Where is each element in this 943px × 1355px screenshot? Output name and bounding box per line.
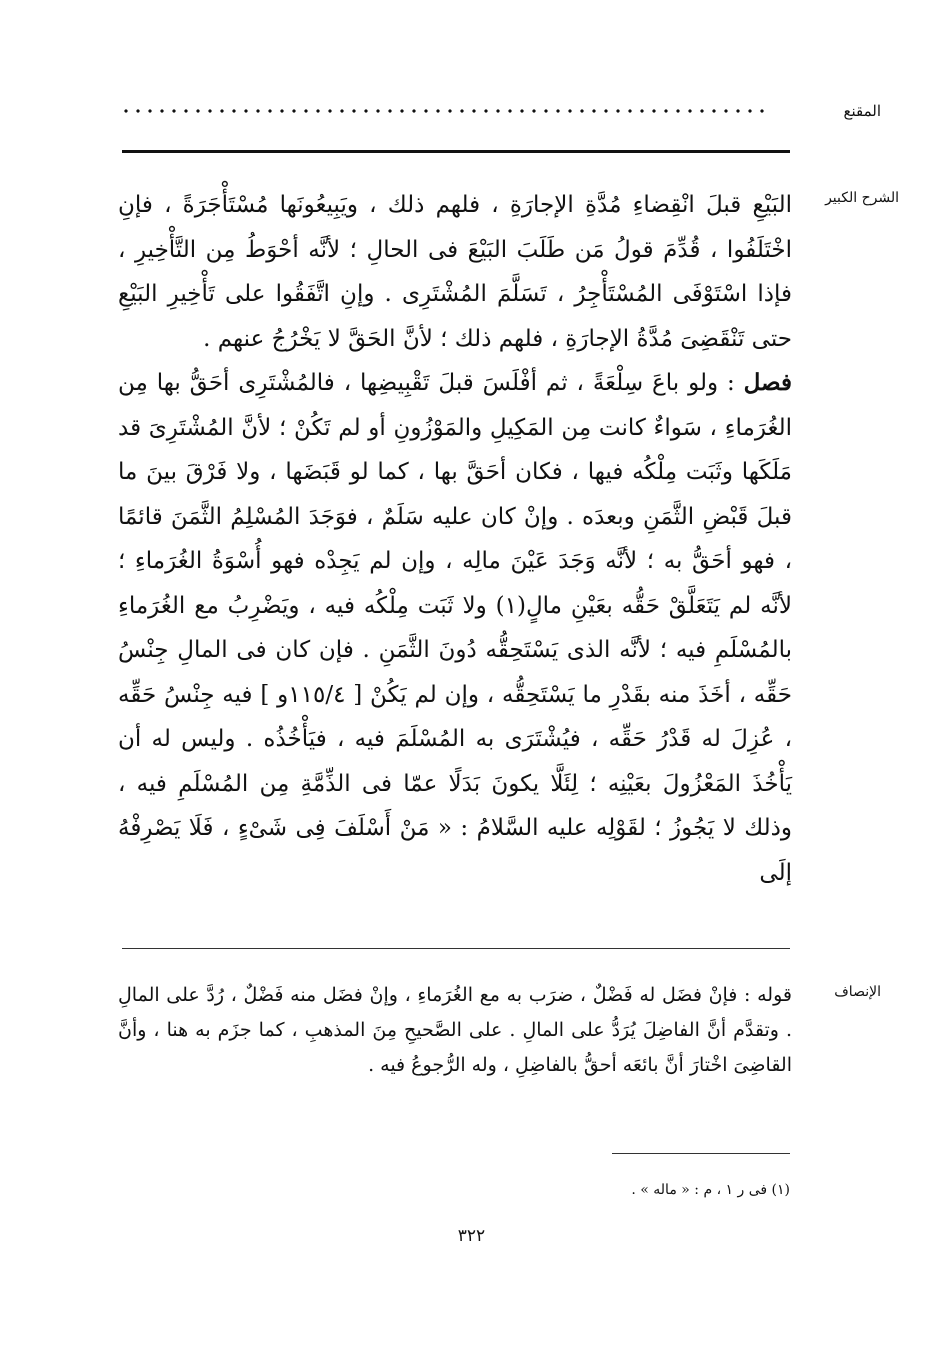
main-paragraph-1: البَيْعِ قبلَ انْقِضاءِ مُدَّةِ الإجارَةِ ، فلهم ذلك ، ويَبِيعُونَها مُسْتَأْجَرَةً ، فإنِ اخْتَلَفُوا ، قُدِّمَ قولُ مَن طَلَبَ البَيْعَ فى الحالِ ؛ لأنَّه أحْوَطُ مِن التَّأْخِيرِ ، فإذا اسْتَوْفَى المُسْتَأْجِرُ ، تَسَلَّمَ المُشْتَرِى . وإنِ اتَّفَقُوا على تَأْخِيرِ البَيْعِ حتى تَنْقَضِىَ مُدَّةُ الإجارَةِ ، فلهم ذلك ؛ لأنَّ الحَقَّ لا يَخْرُجُ عنهم . bbox=[118, 192, 792, 352]
header-dotted-rule bbox=[120, 108, 770, 114]
section-divider bbox=[122, 948, 790, 949]
insaf-text bbox=[118, 978, 792, 1083]
insaf-paragraph: قوله : فإنْ فضَل له فَضْلٌ ، ضرَب به مع الغُرَماءِ ، وإنْ فضَل منه فَضْلٌ ، رُدَّ على المالِ . وتقدَّم أنَّ الفاضِلَ يُرَدُّ على المالِ . على الصَّحيحِ مِنَ المذهبِ ، كما جزَم به هنا ، وأنَّ القاضِىَ اخْتارَ أنَّ بائعَه أحقُّ بالفاضِلِ ، وله الرُّجوعُ فيه . bbox=[118, 984, 792, 1076]
side-label-insaf: الإنصاف bbox=[834, 984, 881, 1000]
main-paragraph-2 bbox=[118, 361, 792, 895]
book-title: المقنع bbox=[843, 102, 881, 120]
main-text bbox=[118, 183, 792, 895]
header-rule bbox=[122, 150, 790, 153]
footnote: (١) فى ر ١ ، م : « ماله » . bbox=[631, 1182, 790, 1198]
side-label-sharh: الشرح الكبير bbox=[825, 190, 899, 206]
page-number: ٣٢٢ bbox=[457, 1226, 486, 1246]
fasl-heading: فصل bbox=[743, 369, 792, 396]
main-paragraph-2-body: : ولو باعَ سِلْعَةً ، ثم أفْلَسَ قبلَ تَقْبِيضِها ، فالمُشْتَرِى أحَقُّ بها مِن الغُرَماءِ ، سَواءٌ كانت مِن المَكِيلِ والمَوْزُونِ أو لم تَكُنْ ؛ لأنَّ المُشْتَرِىَ قد مَلَكَها وثَبَت مِلْكُه فيها ، فكان أحَقَّ بها ، كما لو قَبَضَها ، ولا فَرْقَ بينَ ما قبلَ قَبْضِ الثَّمَنِ وبعدَه . وإنْ كان عليه سَلَمٌ ، فوَجَدَ المُسْلِمُ الثَّمَنَ قائمًا ، فهو أحَقُّ به ؛ لأنَّه وَجَدَ عَيْنَ مالِه ، وإن لم يَجِدْه فهو أُسْوَةُ الغُرَماءِ ؛ لأنَّه لم يَتَعَلَّقْ حَقُّه بعَيْنِ مالٍ(١) ولا ثَبَت مِلْكُه فيه ، ويَضْرِبُ مع الغُرَماءِ بالمُسْلَمِ فيه ؛ لأنَّه الذى يَسْتَحِقُّه دُونَ الثَّمَنِ . فإن كان فى المالِ جِنْسُ حَقِّه ، أخَذَ منه بقَدْرِ ما يَسْتَحِقُّه ، وإن لم يَكُنْ [ ١١٥/٤و ] فيه جِنْسُ حَقِّه ، عُزِلَ له قَدْرُ حَقِّه ، فيُشْتَرَى به المُسْلَمَ فيه ، فيَأْخُذُه . وليس له أن يَأْخُذَ المَعْزُولَ بعَيْنِه ؛ لِئَلَّا يكونَ بَدَلًا عمّا فى الذِّمَّةِ مِن المُسْلَمِ فيه ، وذلك لا يَجُوزُ ؛ لقَوْلِه عليه السَّلامُ : « مَنْ أَسْلَفَ فِى شَىْءٍ ، فَلَا يَصْرِفْهُ إلَى bbox=[118, 370, 792, 886]
footnote-rule bbox=[612, 1153, 790, 1154]
